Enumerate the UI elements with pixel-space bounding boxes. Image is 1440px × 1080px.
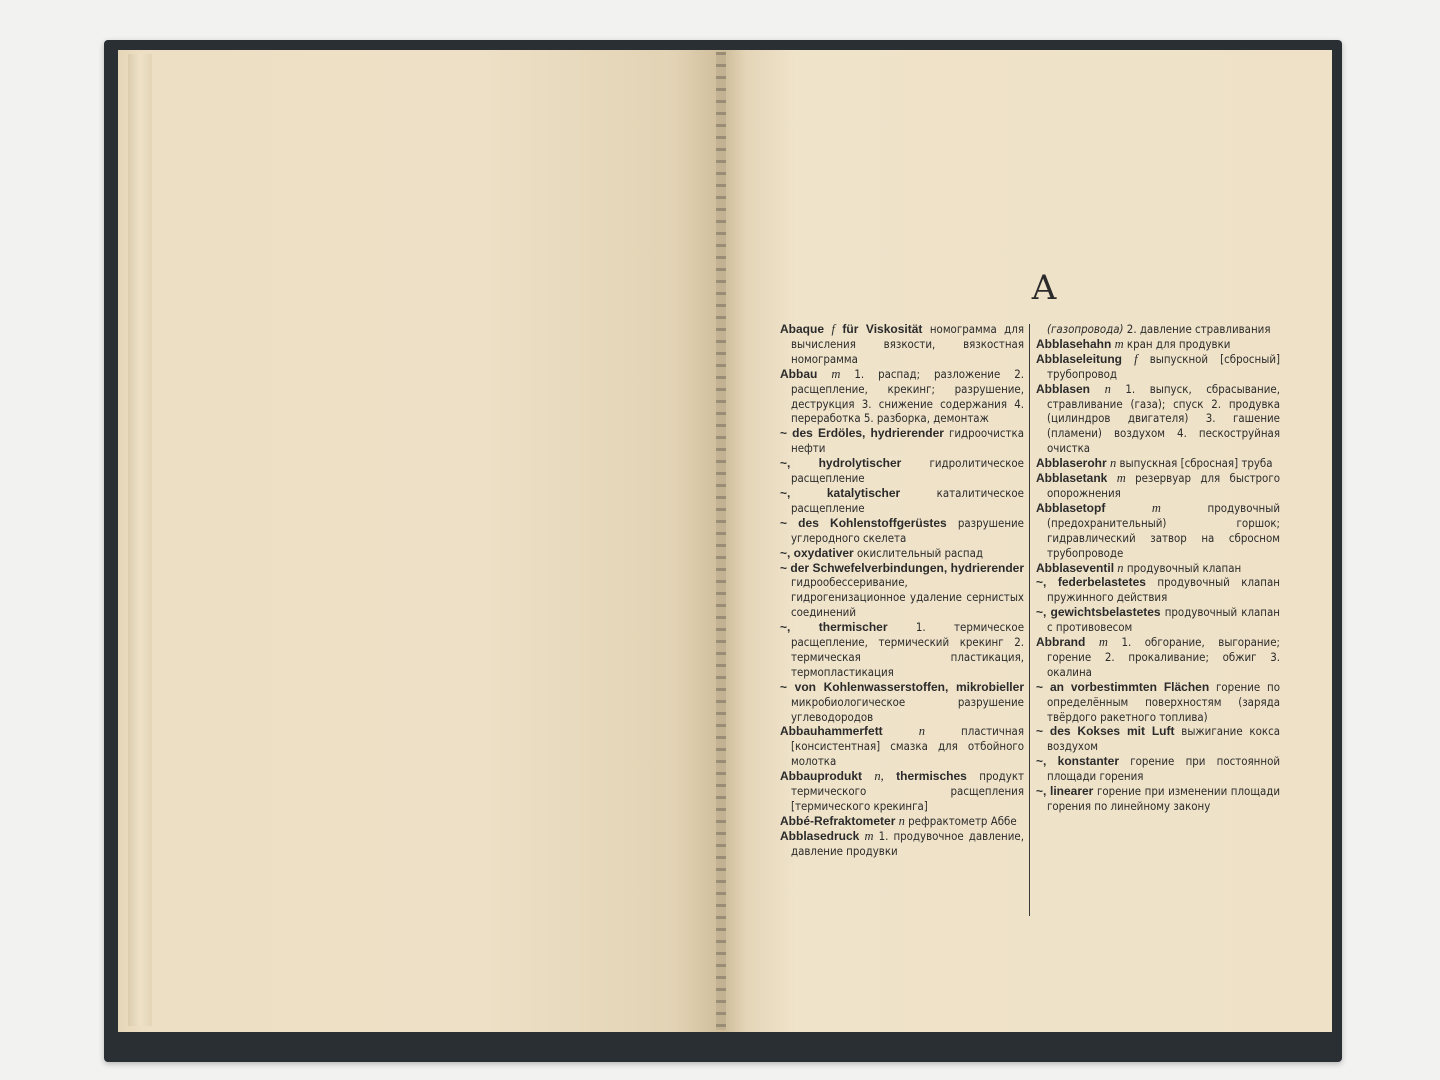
entry-headword: ~ von Kohlenwasserstoffen, mikrobieller: [780, 679, 1024, 694]
entry-headword: Abblasetank: [1036, 471, 1108, 486]
entry-grammar: m: [831, 366, 841, 381]
entry-translation: 1. распад; разложение 2. расщепление, крекинг; разрушение, деструкция 3. снижение содержания 4. переработка 5. разборка, демонтаж: [791, 366, 1025, 426]
dictionary-entry: [1036, 337, 1280, 352]
entry-headword: ~, hydrolytischer: [780, 456, 902, 471]
entry-headword: Abblasetopf: [1036, 500, 1106, 515]
entry-translation: гидрообессеривание, гидрогенизационное удаление сернистых соединений: [791, 575, 1024, 620]
book-gutter-stitching: [716, 52, 726, 1030]
entry-translation: 2. давление стравливания: [1126, 322, 1271, 336]
dictionary-entry: [780, 829, 1024, 859]
entry-translation: 1. продувочное давление, давление продувки: [791, 828, 1024, 858]
dictionary-entry: [1036, 471, 1280, 501]
entry-translation: гидроочистка нефти: [791, 426, 1024, 456]
entry-grammar: n: [1104, 381, 1111, 396]
entry-headword: Abbauprodukt: [780, 769, 862, 784]
entry-translation: 1. выпуск, сбрасывание, стравливание (газа); спуск 2. продувка (цилиндров двигателя) 3. гашение (пламени) воздухом 4. пескоструйная очистка: [1047, 381, 1280, 456]
entry-grammar: m: [1114, 336, 1124, 351]
entry-translation: продувочный клапан: [1126, 560, 1242, 575]
page-stack-edge: [128, 54, 152, 1026]
left-page-blank: [118, 50, 722, 1032]
dictionary-entry: [1036, 352, 1280, 382]
dictionary-entry: [780, 516, 1024, 546]
dictionary-entry: [1036, 501, 1280, 561]
column-divider: [1029, 324, 1030, 916]
entry-headword: Abbé-Refraktometer: [780, 813, 896, 828]
dictionary-entry: [780, 456, 1024, 486]
entry-headword: ~ des Kokses mit Luft: [1036, 724, 1175, 739]
dictionary-entry: [780, 724, 1024, 769]
entry-translation: рефрактометр Аббе: [908, 813, 1017, 828]
dictionary-entry: [1036, 635, 1280, 680]
entry-translation: выжигание кокса воздухом: [1047, 724, 1280, 754]
entry-headword: ~ des Erdöles, hydrierender: [780, 426, 944, 441]
dictionary-entry: [780, 426, 1024, 456]
dictionary-entry: [780, 620, 1024, 680]
entry-translation: пластичная [консистентная] смазка для отбойного молотка: [791, 724, 1024, 769]
dictionary-entry: [780, 769, 1024, 814]
entry-translation: горение при постоянной площади горения: [1047, 754, 1280, 784]
dictionary-column-left: [780, 322, 1024, 859]
entry-translation: микробиологическое разрушение углеводородов: [791, 694, 1024, 724]
dictionary-entry: [780, 486, 1024, 516]
entry-headword: ~, oxydativer: [780, 545, 854, 560]
entry-grammar: n: [918, 724, 925, 739]
dictionary-column-right: [1036, 322, 1280, 814]
entry-headword: ~, federbelastetes: [1036, 575, 1146, 590]
entry-grammar: n: [1109, 456, 1117, 471]
dictionary-entry: [780, 680, 1024, 725]
entry-headword: Abblaserohr: [1036, 456, 1107, 471]
dictionary-entry: [1036, 724, 1280, 754]
entry-headword: ~, linearer: [1036, 784, 1094, 799]
entry-translation: продувочный клапан пружинного действия: [1047, 575, 1280, 605]
entry-grammar: n: [1117, 560, 1124, 575]
section-letter-heading: A: [1031, 268, 1057, 308]
entry-headword: ~ des Kohlenstoffgerüstes: [780, 515, 947, 530]
entry-headword: ~ an vorbestimmten Flächen: [1036, 679, 1210, 694]
entry-grammar: m: [1151, 500, 1161, 515]
dictionary-entry: [1036, 784, 1280, 814]
entry-headword: Abblaseventil: [1036, 560, 1115, 575]
entry-translation: кран для продувки: [1126, 336, 1231, 351]
entry-translation: резервуар для быстрого опорожнения: [1047, 471, 1280, 500]
entry-headword: Abbau: [780, 366, 818, 381]
entry-translation: продукт термического расщепления [термического крекинга]: [791, 769, 1024, 813]
entry-grammar: f: [1134, 351, 1138, 366]
entry-headword: Abblaseleitung: [1036, 351, 1123, 366]
dictionary-entry: [780, 814, 1024, 829]
dictionary-entry: [780, 546, 1024, 561]
entry-headword: Abbauhammerfett: [780, 724, 883, 739]
entry-translation: номограмма для вычисления вязкости, вязкостная номограмма: [791, 322, 1024, 366]
dictionary-entry: [1036, 456, 1280, 471]
dictionary-entry: [1036, 382, 1280, 457]
entry-grammar: n: [898, 813, 905, 828]
entry-grammar: f: [831, 322, 835, 336]
dictionary-entry: [1036, 754, 1280, 784]
entry-headword: Abblasedruck: [780, 828, 860, 843]
dictionary-entry: [1036, 561, 1280, 576]
dictionary-entry: [1036, 575, 1280, 605]
entry-grammar: n,: [874, 769, 884, 784]
entry-translation: разрушение углеродного скелета: [791, 515, 1024, 545]
dictionary-entry: [780, 367, 1024, 427]
dictionary-entry: [1036, 322, 1280, 337]
entry-headword: Abblasen: [1036, 381, 1091, 396]
entry-headword-rest: thermisches: [896, 769, 967, 784]
dictionary-entry: [1036, 605, 1280, 635]
entry-translation: выпускная [сбросная] труба: [1119, 456, 1273, 471]
entry-headword: ~, thermischer: [780, 620, 888, 635]
entry-translation: гидролитическое расщепление: [791, 456, 1024, 486]
dictionary-entry: [780, 561, 1024, 621]
entry-translation: продувочный (предохранительный) горшок; гидравлический затвор на сбросном трубопроводе: [1047, 500, 1280, 560]
entry-headword: Abbrand: [1036, 635, 1086, 650]
entry-translation: горение при изменении площади горения по линейному закону: [1047, 784, 1280, 813]
entry-headword: Abaque: [780, 322, 825, 336]
entry-grammar: m: [864, 828, 874, 843]
entry-translation: продувочный клапан с противовесом: [1047, 605, 1280, 635]
entry-translation: окислительный распад: [856, 545, 984, 560]
entry-headword: ~, konstanter: [1036, 754, 1119, 769]
entry-headword-rest: für Viskosität: [842, 322, 923, 336]
entry-grammar: m: [1098, 635, 1108, 650]
entry-translation: 1. обгорание, выгорание; горение 2. прокаливание; обжиг 3. окалина: [1047, 635, 1280, 679]
dictionary-entry: [1036, 680, 1280, 725]
dictionary-entry: [780, 322, 1024, 367]
entry-note: (газопровода): [1047, 322, 1124, 336]
entry-translation: выпускной [сбросный] трубопровод: [1047, 351, 1280, 381]
entry-headword: Abblasehahn: [1036, 336, 1112, 351]
entry-headword: ~ der Schwefelverbindungen, hydrierender: [780, 560, 1024, 575]
entry-translation: 1. термическое расщепление, термический крекинг 2. термическая пластикация, термопластикация: [791, 620, 1024, 679]
entry-grammar: m: [1116, 471, 1126, 486]
entry-headword: ~, katalytischer: [780, 485, 901, 500]
entry-translation: каталитическое расщепление: [791, 485, 1024, 515]
entry-translation: горение по определённым поверхностям (заряда твёрдого ракетного топлива): [1047, 679, 1280, 724]
entry-headword: ~, gewichtsbelastetes: [1036, 605, 1161, 620]
